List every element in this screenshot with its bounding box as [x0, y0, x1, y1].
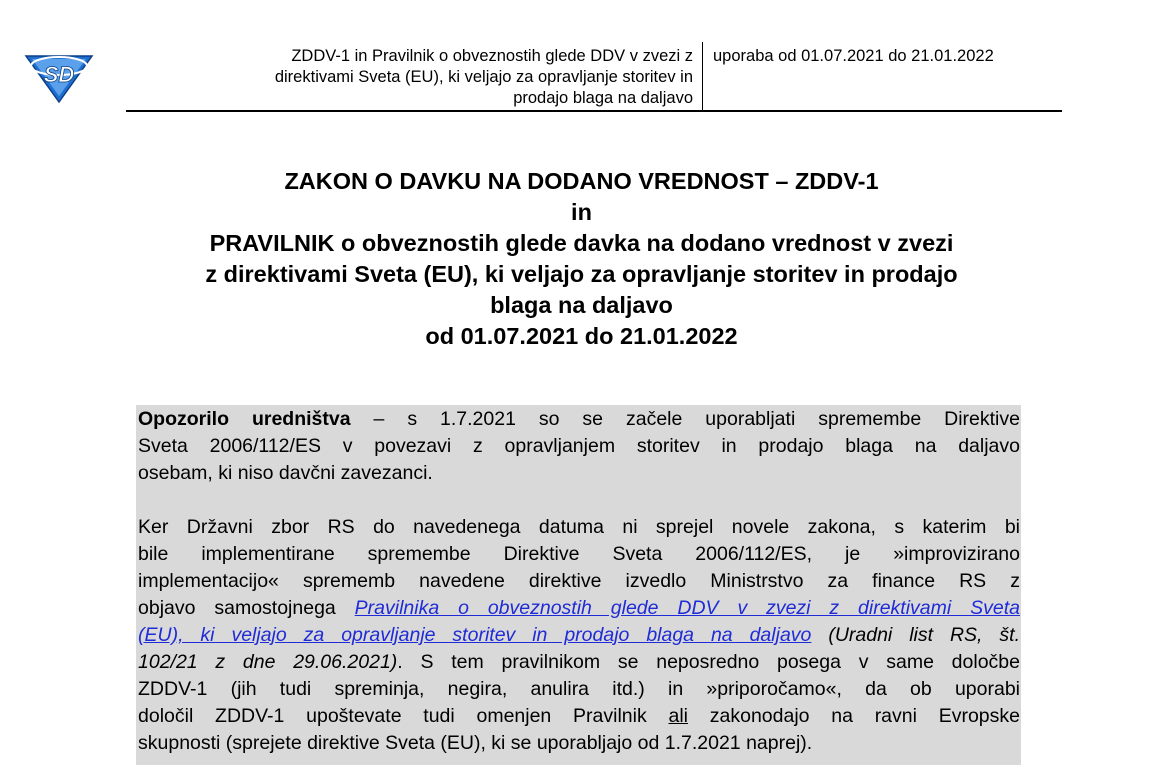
notice-p1-line-3: osebam, ki niso davčni zavezanci.: [138, 462, 433, 484]
logo-text: SD: [43, 62, 75, 87]
notice-p2-line-6: 102/21 z dne 29.06.2021). S tem pravilnikom se neposredno posega v same določbe: [138, 651, 1020, 673]
notice-p2-line-4: objavo samostojnega Pravilnika o obveznostih glede DDV v zvezi z direktivami Sveta: [138, 597, 1020, 619]
header-divider: [702, 42, 703, 110]
notice-p2-line-3: implementacijo« sprememb navedene direktive izvedlo Ministrstvo za finance RS z: [138, 570, 1020, 592]
notice-paragraph-1: [138, 406, 1020, 487]
header-line-3: prodajo blaga na daljavo: [513, 89, 693, 107]
notice-p2-line-1: Ker Državni zbor RS do navedenega datuma ni sprejel novele zakona, s katerim bi: [138, 516, 1020, 538]
regulation-link-cont[interactable]: (EU), ki veljajo za opravljanje storitev in prodajo blaga na daljavo: [138, 624, 812, 646]
notice-paragraph-2: [138, 514, 1020, 757]
header-document-title: [150, 46, 693, 109]
title-line-5: blaga na daljavo: [490, 292, 673, 318]
notice-p1-line-1: Opozorilo uredništva – s 1.7.2021 so se začele uporabljati spremembe Direktive: [138, 408, 1020, 430]
header-validity-period: uporaba od 01.07.2021 do 21.01.2022: [713, 47, 994, 65]
notice-p2-line-2: bile implementirane spremembe Direktive Sveta 2006/112/ES, je »improvizirano: [138, 543, 1020, 565]
notice-p2-line-5: (EU), ki veljajo za opravljanje storitev in prodajo blaga na daljavo (Uradni list RS, št.: [138, 624, 1020, 646]
underlined-or: ali: [668, 705, 688, 727]
title-line-4: z direktivami Sveta (EU), ki veljajo za opravljanje storitev in prodajo: [205, 261, 958, 287]
title-line-1: ZAKON O DAVKU NA DODANO VREDNOST – ZDDV-1: [284, 168, 879, 194]
notice-p2-line-7: ZDDV-1 (jih tudi spreminja, negira, anulira itd.) in »priporočamo«, da ob uporabi: [138, 678, 1020, 700]
publisher-logo: [22, 46, 96, 104]
title-line-6: od 01.07.2021 do 21.01.2022: [425, 323, 738, 349]
title-line-3: PRAVILNIK o obveznostih glede davka na dodano vrednost v zvezi: [209, 230, 954, 256]
notice-label: Opozorilo uredništva: [138, 408, 351, 430]
notice-p2-line-8: določil ZDDV-1 upoštevate tudi omenjen Pravilnik ali zakonodajo na ravni Evropske: [138, 705, 1020, 727]
header-line-1: ZDDV-1 in Pravilnik o obveznostih glede DDV v zvezi z: [291, 47, 693, 65]
header-line-2: direktivami Sveta (EU), ki veljajo za opravljanje storitev in: [274, 68, 693, 86]
notice-p2-line-9: skupnosti (sprejete direktive Sveta (EU), ki se uporabljajo od 1.7.2021 naprej).: [138, 732, 813, 754]
header-rule: [126, 110, 1062, 112]
title-line-2: in: [571, 199, 592, 225]
notice-p1-line-2: Sveta 2006/112/ES v povezavi z opravljanjem storitev in prodajo blaga na daljavo: [138, 435, 1020, 457]
regulation-link[interactable]: Pravilnika o obveznostih glede DDV v zvezi z direktivami Sveta: [354, 597, 1020, 619]
document-title: [126, 166, 1037, 352]
